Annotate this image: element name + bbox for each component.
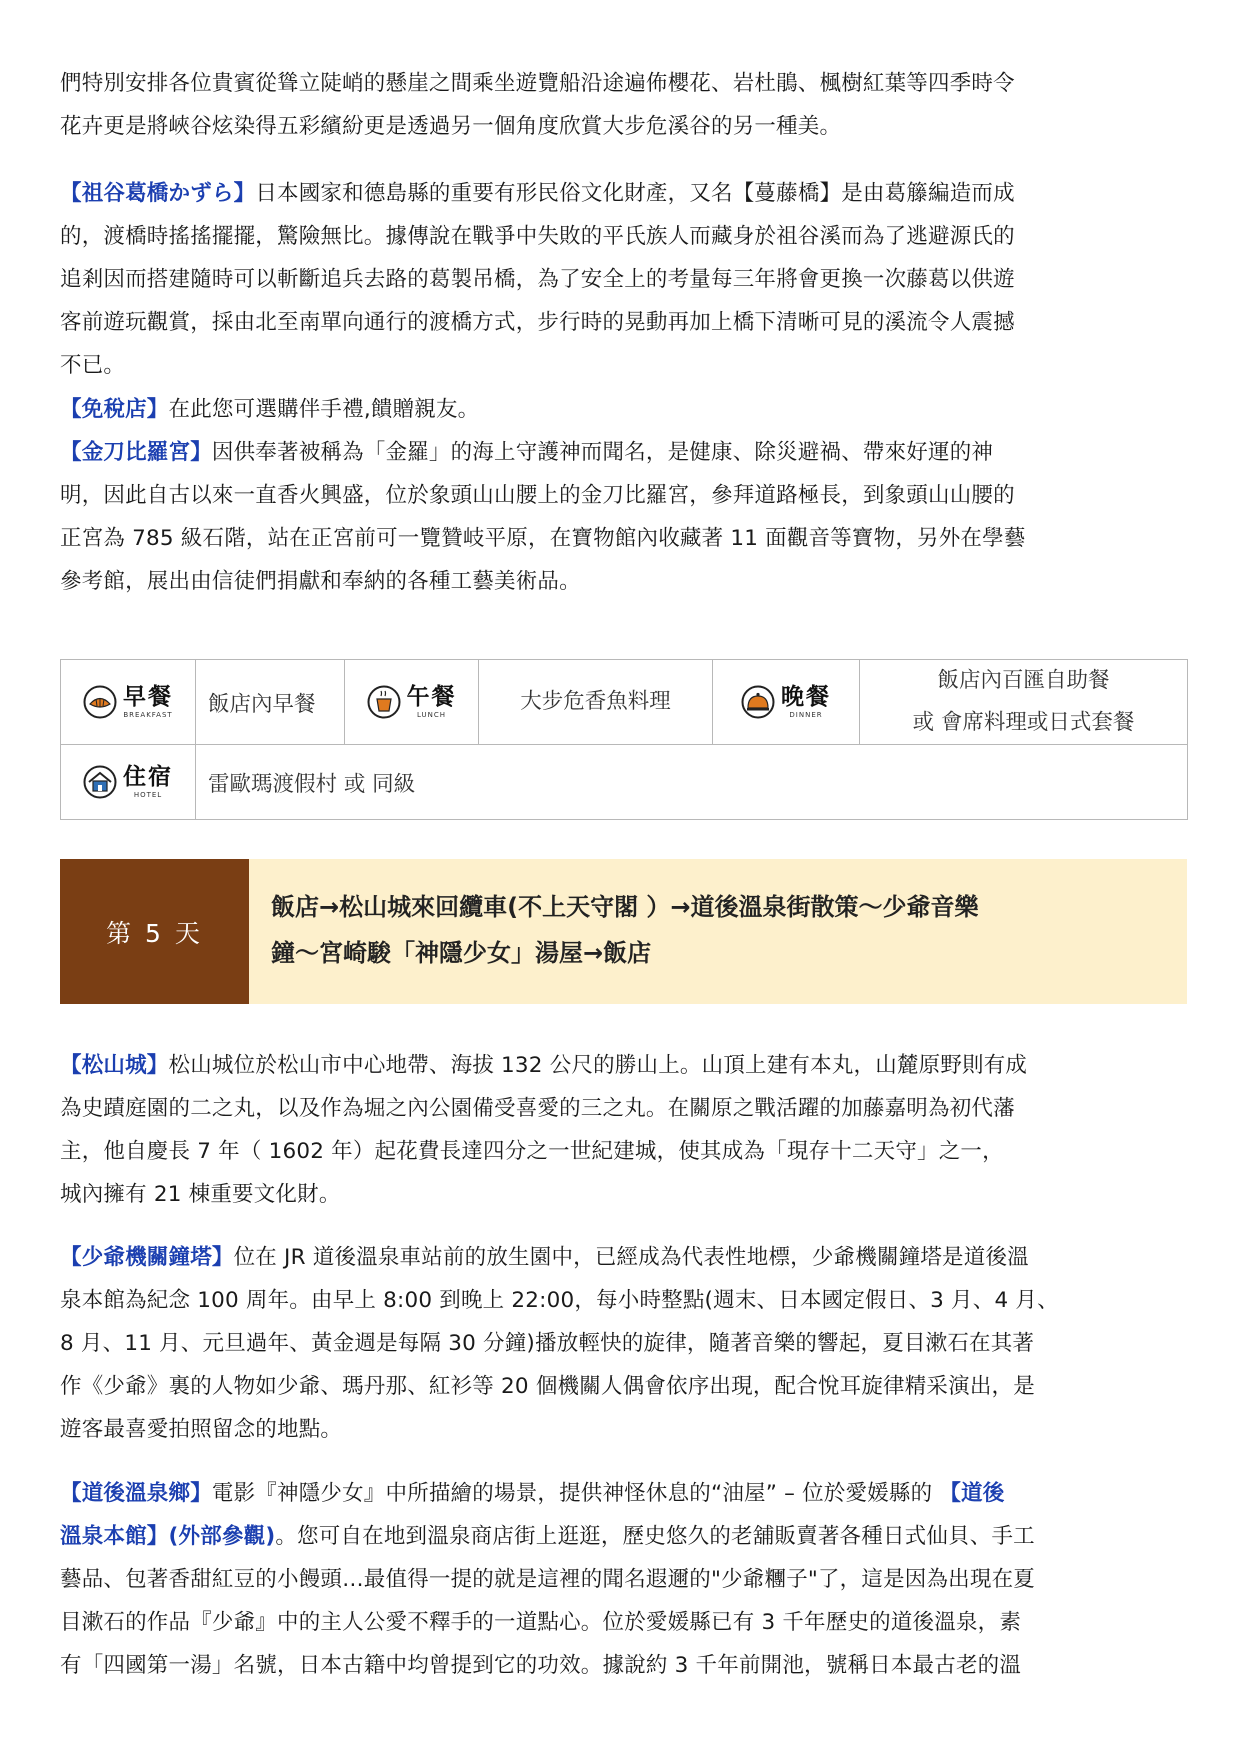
dogo-title: 【道後溫泉鄉】: [60, 1481, 212, 1506]
konpira-paragraph: 【金刀比羅宮】因供奉著被稱為「金羅」的海上守護神而聞名，是健康、除災避禍、帶來好運的神 明，因此自古以來一直香火興盛，位於象頭山山腰上的金刀比羅宮，參拜道路極長，到象頭山山腰的 正宮為 785 級石階，站在正宮前可一覽贊岐平原，在寶物館內收藏著 11 面觀音等寶物，另外在學藝 參考館，展出由信徒們捐獻和奉納的各種工藝美術品。: [60, 440, 1026, 594]
day-label: 第 5 天: [60, 859, 249, 1004]
dinner-sub: DINNER: [789, 710, 823, 719]
dutyfree-title: 【免稅店】: [60, 397, 169, 422]
hotel-row: [61, 745, 1188, 820]
lunch-value: 大步危香魚料理: [479, 660, 713, 745]
konpira-title: 【金刀比羅宮】: [60, 440, 212, 465]
cup-icon: [367, 685, 401, 719]
breakfast-badge: [61, 660, 196, 745]
matsuyama-paragraph: 【松山城】松山城位於松山市中心地帶、海拔 132 公尺的勝山上。山頂上建有本丸，山麓原野則有成 為史蹟庭園的二之丸，以及作為堀之內公園備受喜愛的三之丸。在關原之戰活躍的加藤嘉明為初代藩 主，他自慶長 7 年（ 1602 年）起花費長達四分之一世紀建城，使其成為「現存十二天守」之一， 城內擁有 21 棟重要文化財。: [60, 1053, 1028, 1207]
breakfast-sub: BREAKFAST: [123, 710, 173, 719]
lunch-sub: LUNCH: [416, 710, 447, 719]
cloche-icon: [741, 685, 775, 719]
dutyfree-paragraph: 【免稅店】在此您可選購伴手禮,饋贈親友。: [60, 397, 480, 422]
house-icon: [83, 765, 117, 799]
dinner-value: 飯店內百匯自助餐 或 會席料理或日式套餐: [860, 660, 1188, 745]
lunch-label: 午餐: [406, 683, 457, 710]
clocktower-paragraph: 【少爺機關鐘塔】位在 JR 道後溫泉車站前的放生園中，已經成為代表性地標，少爺機關鐘塔是道後溫 泉本館為紀念 100 周年。由早上 8:00 到晚上 22:00，每小時整點(週末、日本國定假日、3 月、4 月、 8 月、11 月、元旦過年、黃金週是每隔 30 分鐘)播放輕快的旋律，隨著音樂的響起，夏目漱石在其著 作《少爺》裏的人物如少爺、瑪丹那、紅衫等 20 個機關人偶會依序出現，配合悅耳旋律精采演出，是 遊客最喜愛拍照留念的地點。: [60, 1245, 1059, 1442]
kazurabashi-paragraph: 【祖谷葛橋かずら】日本國家和德島縣的重要有形民俗文化財產，又名【蔓藤橋】是由葛籐編造而成 的，渡橋時搖搖擺擺，驚險無比。據傳說在戰爭中失敗的平氏族人而藏身於祖谷溪而為了逃避源氏的 追剎因而搭建隨時可以斬斷追兵去路的葛製吊橋，為了安全上的考量每三年將會更換一次藤葛以供遊 客前遊玩觀賞，採由北至南單向通行的渡橋方式，步行時的晃動再加上橋下清晰可見的溪流令人震撼 不已。: [60, 181, 1015, 378]
hotel-badge: [61, 745, 196, 820]
clocktower-title: 【少爺機關鐘塔】: [60, 1245, 234, 1270]
kazurabashi-title: 【祖谷葛橋かずら】: [60, 181, 256, 206]
hotel-label: 住宿: [123, 763, 173, 790]
dinner-badge: [713, 660, 860, 745]
breakfast-label: 早餐: [123, 683, 173, 710]
dinner-label: 晚餐: [781, 683, 831, 710]
day-route: 飯店→松山城來回纜車(不上天守閣 ）→道後溫泉街散策～少爺音樂 鐘～宮崎駿「神隱少女」湯屋→飯店: [249, 859, 1187, 1004]
meals-row: [61, 660, 1188, 745]
matsuyama-title: 【松山城】: [60, 1053, 169, 1078]
dogo-paragraph: 【道後溫泉鄉】電影『神隱少女』中所描繪的場景，提供神怪休息的“油屋” – 位於愛媛縣的 【道後 溫泉本館】(外部參觀)。您可自在地到溫泉商店街上逛逛，歷史悠久的老舖販賣著各種日式仙貝、手工 藝品、包著香甜紅豆的小饅頭…最值得一提的就是這裡的聞名遐邇的"少爺糰子"了，這是因為出現在夏 目漱石的作品『少爺』中的主人公愛不釋手的一道點心。位於愛媛縣已有 3 千年歷史的道後溫泉，素 有「四國第一湯」名號，日本古籍中均曾提到它的功效。據說約 3 千年前開池，號稱日本最古老的溫: [60, 1481, 1035, 1678]
meals-table: [60, 659, 1188, 820]
hotel-value: 雷歐瑪渡假村 或 同級: [196, 745, 1188, 820]
hotel-sub: HOTEL: [133, 790, 163, 799]
intro-paragraph: 們特別安排各位貴賓從聳立陡峭的懸崖之間乘坐遊覽船沿途遍佈櫻花、岩杜鵑、楓樹紅葉等四季時令 花卉更是將峽谷炫染得五彩繽紛更是透過另一個角度欣賞大步危溪谷的另一種美。: [60, 71, 1015, 139]
croissant-icon: [83, 685, 117, 719]
lunch-badge: [345, 660, 479, 745]
breakfast-value: 飯店內早餐: [196, 660, 345, 745]
